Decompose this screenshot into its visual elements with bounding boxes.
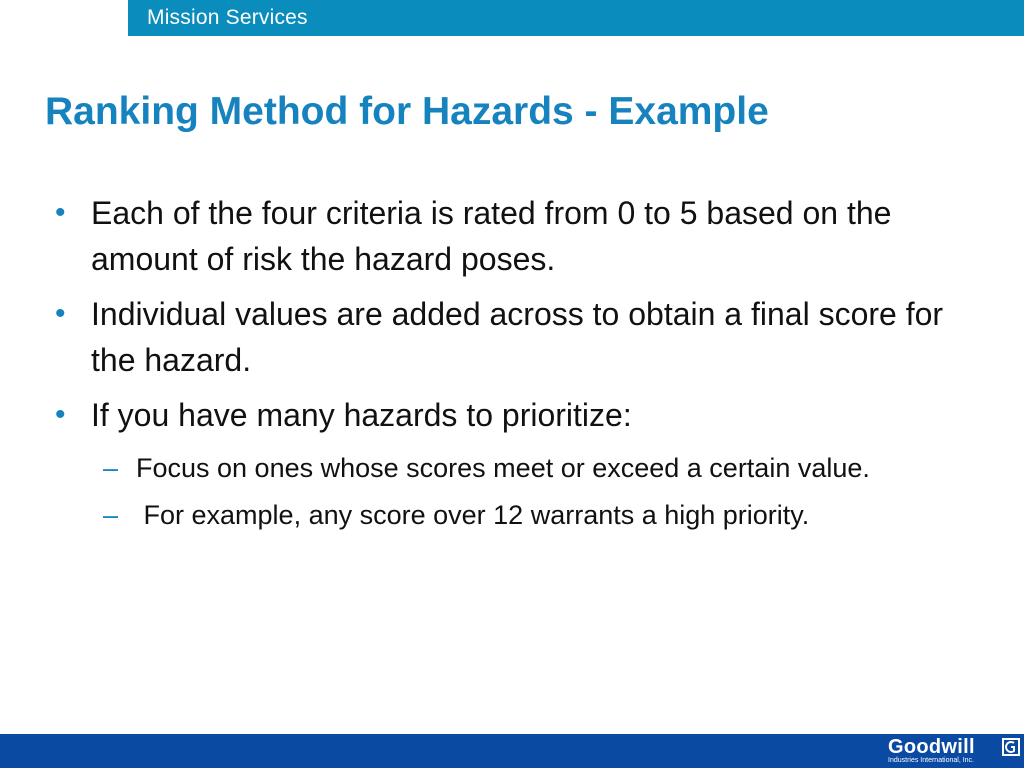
sub-bullet-item [55,447,955,489]
bullet-item [55,190,955,282]
bullet-item [55,291,955,383]
sub-bullet-text: For example, any score over 12 warrants a high priority. [136,500,810,530]
goodwill-g-icon [1002,738,1020,756]
logo-name: Goodwill [888,736,975,758]
bullet-text: Individual values are added across to obtain a final score for the hazard. [91,296,944,378]
bullet-text: If you have many hazards to prioritize: [91,397,632,433]
slide-content [55,190,955,541]
goodwill-logo [888,736,1020,766]
bullet-text: Each of the four criteria is rated from 0 to 5 based on the amount of risk the hazard poses. [91,195,892,277]
bullet-marker: • [55,297,66,330]
bullet-marker: • [55,196,66,229]
header-left-block [0,0,128,36]
bullet-item [55,392,955,438]
slide-title: Ranking Method for Hazards - Example [45,90,769,133]
sub-bullet-item [55,494,955,536]
header-bar [0,0,1024,36]
sub-bullet-marker: – [103,500,119,530]
bullet-marker: • [55,398,66,431]
sub-bullet-marker: – [103,453,119,483]
sub-bullet-text: Focus on ones whose scores meet or exceed a certain value. [136,453,870,483]
logo-subtitle: Industries International, Inc. [888,757,974,764]
footer-bar [0,734,1024,768]
section-label: Mission Services [147,6,308,29]
